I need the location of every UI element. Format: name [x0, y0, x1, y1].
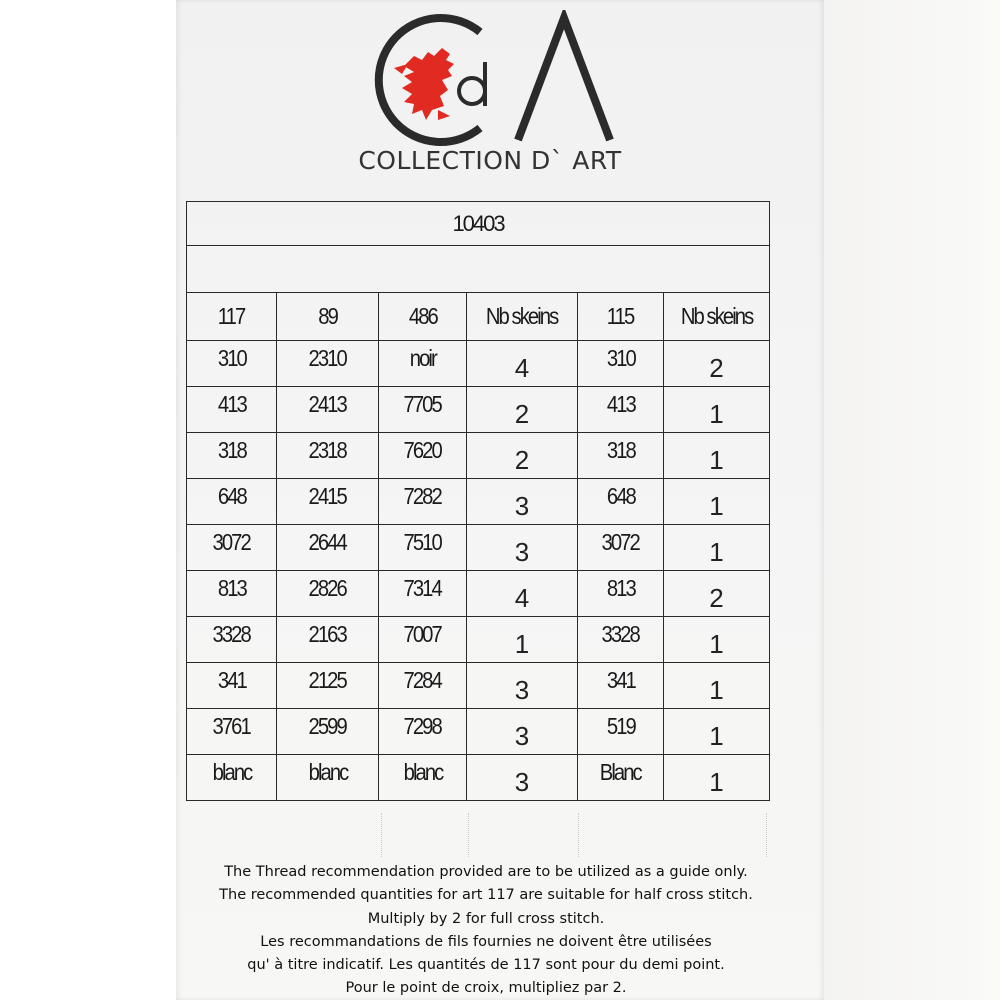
faint-divider [381, 813, 382, 857]
table-header-row [187, 293, 770, 341]
table-row [187, 525, 770, 571]
table-row [187, 387, 770, 433]
cell-dmc-486: 7620 [379, 433, 467, 479]
note-line: Multiply by 2 for full cross stitch. [367, 910, 605, 927]
cell-dmc-117: 3072 [187, 525, 277, 571]
cell-anchor-89: 2318 [277, 433, 379, 479]
header-486: 486 [379, 293, 467, 341]
table-row [187, 755, 770, 801]
cell-anchor-89: blanc [277, 755, 379, 801]
header-skeins-115: Nb skeins [664, 293, 770, 341]
cell-dmc-117: 413 [187, 387, 277, 433]
cell-skeins-486: 4 [467, 571, 578, 617]
cell-anchor-89: 2413 [277, 387, 379, 433]
pattern-number: 10403 [187, 202, 770, 246]
table-row [187, 571, 770, 617]
cell-dmc-486: 7510 [379, 525, 467, 571]
cell-dmc-486: 7284 [379, 663, 467, 709]
cell-skeins-486: 1 [467, 617, 578, 663]
blank-cell [187, 246, 770, 293]
background-right [824, 0, 1000, 1000]
cell-dmc-486: blanc [379, 755, 467, 801]
cell-anchor-89: 2599 [277, 709, 379, 755]
red-griffin-icon [394, 48, 454, 120]
header-skeins-486: Nb skeins [467, 293, 578, 341]
cell-skeins-115: 2 [664, 571, 770, 617]
table-blank-row [187, 246, 770, 293]
cell-anchor-89: 2125 [277, 663, 379, 709]
cell-dmc-115: 310 [578, 341, 664, 387]
cell-skeins-486: 3 [467, 479, 578, 525]
cell-skeins-115: 1 [664, 663, 770, 709]
cell-dmc-486: 7282 [379, 479, 467, 525]
cell-skeins-115: 1 [664, 479, 770, 525]
table-title-row [187, 202, 770, 246]
faint-empty-row [186, 813, 769, 857]
cell-dmc-117: 3761 [187, 709, 277, 755]
cell-dmc-486: noir [379, 341, 467, 387]
cell-skeins-115: 1 [664, 755, 770, 801]
cell-dmc-115: 519 [578, 709, 664, 755]
brand-name: COLLECTION D` ART [358, 146, 622, 175]
cell-dmc-115: 3072 [578, 525, 664, 571]
cell-dmc-117: 310 [187, 341, 277, 387]
cell-skeins-115: 1 [664, 617, 770, 663]
faint-divider [766, 813, 767, 857]
faint-divider [578, 813, 579, 857]
cell-skeins-486: 3 [467, 663, 578, 709]
note-line: The recommended quantities for art 117 are suitable for half cross stitch. [219, 887, 753, 904]
cell-dmc-117: 813 [187, 571, 277, 617]
background-left [0, 0, 176, 1000]
cell-skeins-486: 3 [467, 525, 578, 571]
cell-skeins-486: 3 [467, 755, 578, 801]
note-line: The Thread recommendation provided are to be utilized as a guide only. [224, 864, 748, 880]
cell-skeins-115: 1 [664, 709, 770, 755]
table-row [187, 709, 770, 755]
cell-skeins-486: 2 [467, 433, 578, 479]
faint-divider [468, 813, 469, 857]
cell-dmc-115: 3328 [578, 617, 664, 663]
cell-skeins-115: 1 [664, 525, 770, 571]
cell-dmc-115: 318 [578, 433, 664, 479]
note-line: Pour le point de croix, multipliez par 2. [345, 980, 627, 997]
cell-dmc-117: 318 [187, 433, 277, 479]
cell-dmc-117: 341 [187, 663, 277, 709]
cell-anchor-89: 2644 [277, 525, 379, 571]
cell-dmc-115: 813 [578, 571, 664, 617]
header-89: 89 [277, 293, 379, 341]
note-line: Les recommandations de fils fournies ne doivent être utilisées [260, 933, 712, 950]
cell-anchor-89: 2163 [277, 617, 379, 663]
cell-skeins-486: 2 [467, 387, 578, 433]
cell-anchor-89: 2310 [277, 341, 379, 387]
table-row [187, 433, 770, 479]
cell-dmc-117: 648 [187, 479, 277, 525]
cell-anchor-89: 2415 [277, 479, 379, 525]
table-row [187, 479, 770, 525]
cell-skeins-115: 1 [664, 433, 770, 479]
thread-note [186, 861, 786, 1000]
cell-dmc-486: 7298 [379, 709, 467, 755]
cell-dmc-486: 7314 [379, 571, 467, 617]
cell-dmc-115: 341 [578, 663, 664, 709]
table-row [187, 341, 770, 387]
thread-table [186, 201, 770, 801]
cell-dmc-117: blanc [187, 755, 277, 801]
cell-dmc-115: 648 [578, 479, 664, 525]
cell-dmc-117: 3328 [187, 617, 277, 663]
cell-dmc-486: 7705 [379, 387, 467, 433]
cell-skeins-115: 1 [664, 387, 770, 433]
table-row [187, 617, 770, 663]
table-row [187, 663, 770, 709]
cda-logo [368, 10, 628, 150]
cell-skeins-115: 2 [664, 341, 770, 387]
cell-anchor-89: 2826 [277, 571, 379, 617]
header-115: 115 [578, 293, 664, 341]
note-line: qu' à titre indicatif. Les quantités de 117 sont pour du demi point. [247, 957, 725, 974]
cell-skeins-486: 4 [467, 341, 578, 387]
header-117: 117 [187, 293, 277, 341]
cell-dmc-115: 413 [578, 387, 664, 433]
cell-skeins-486: 3 [467, 709, 578, 755]
cell-dmc-115: Blanc [578, 755, 664, 801]
cell-dmc-486: 7007 [379, 617, 467, 663]
